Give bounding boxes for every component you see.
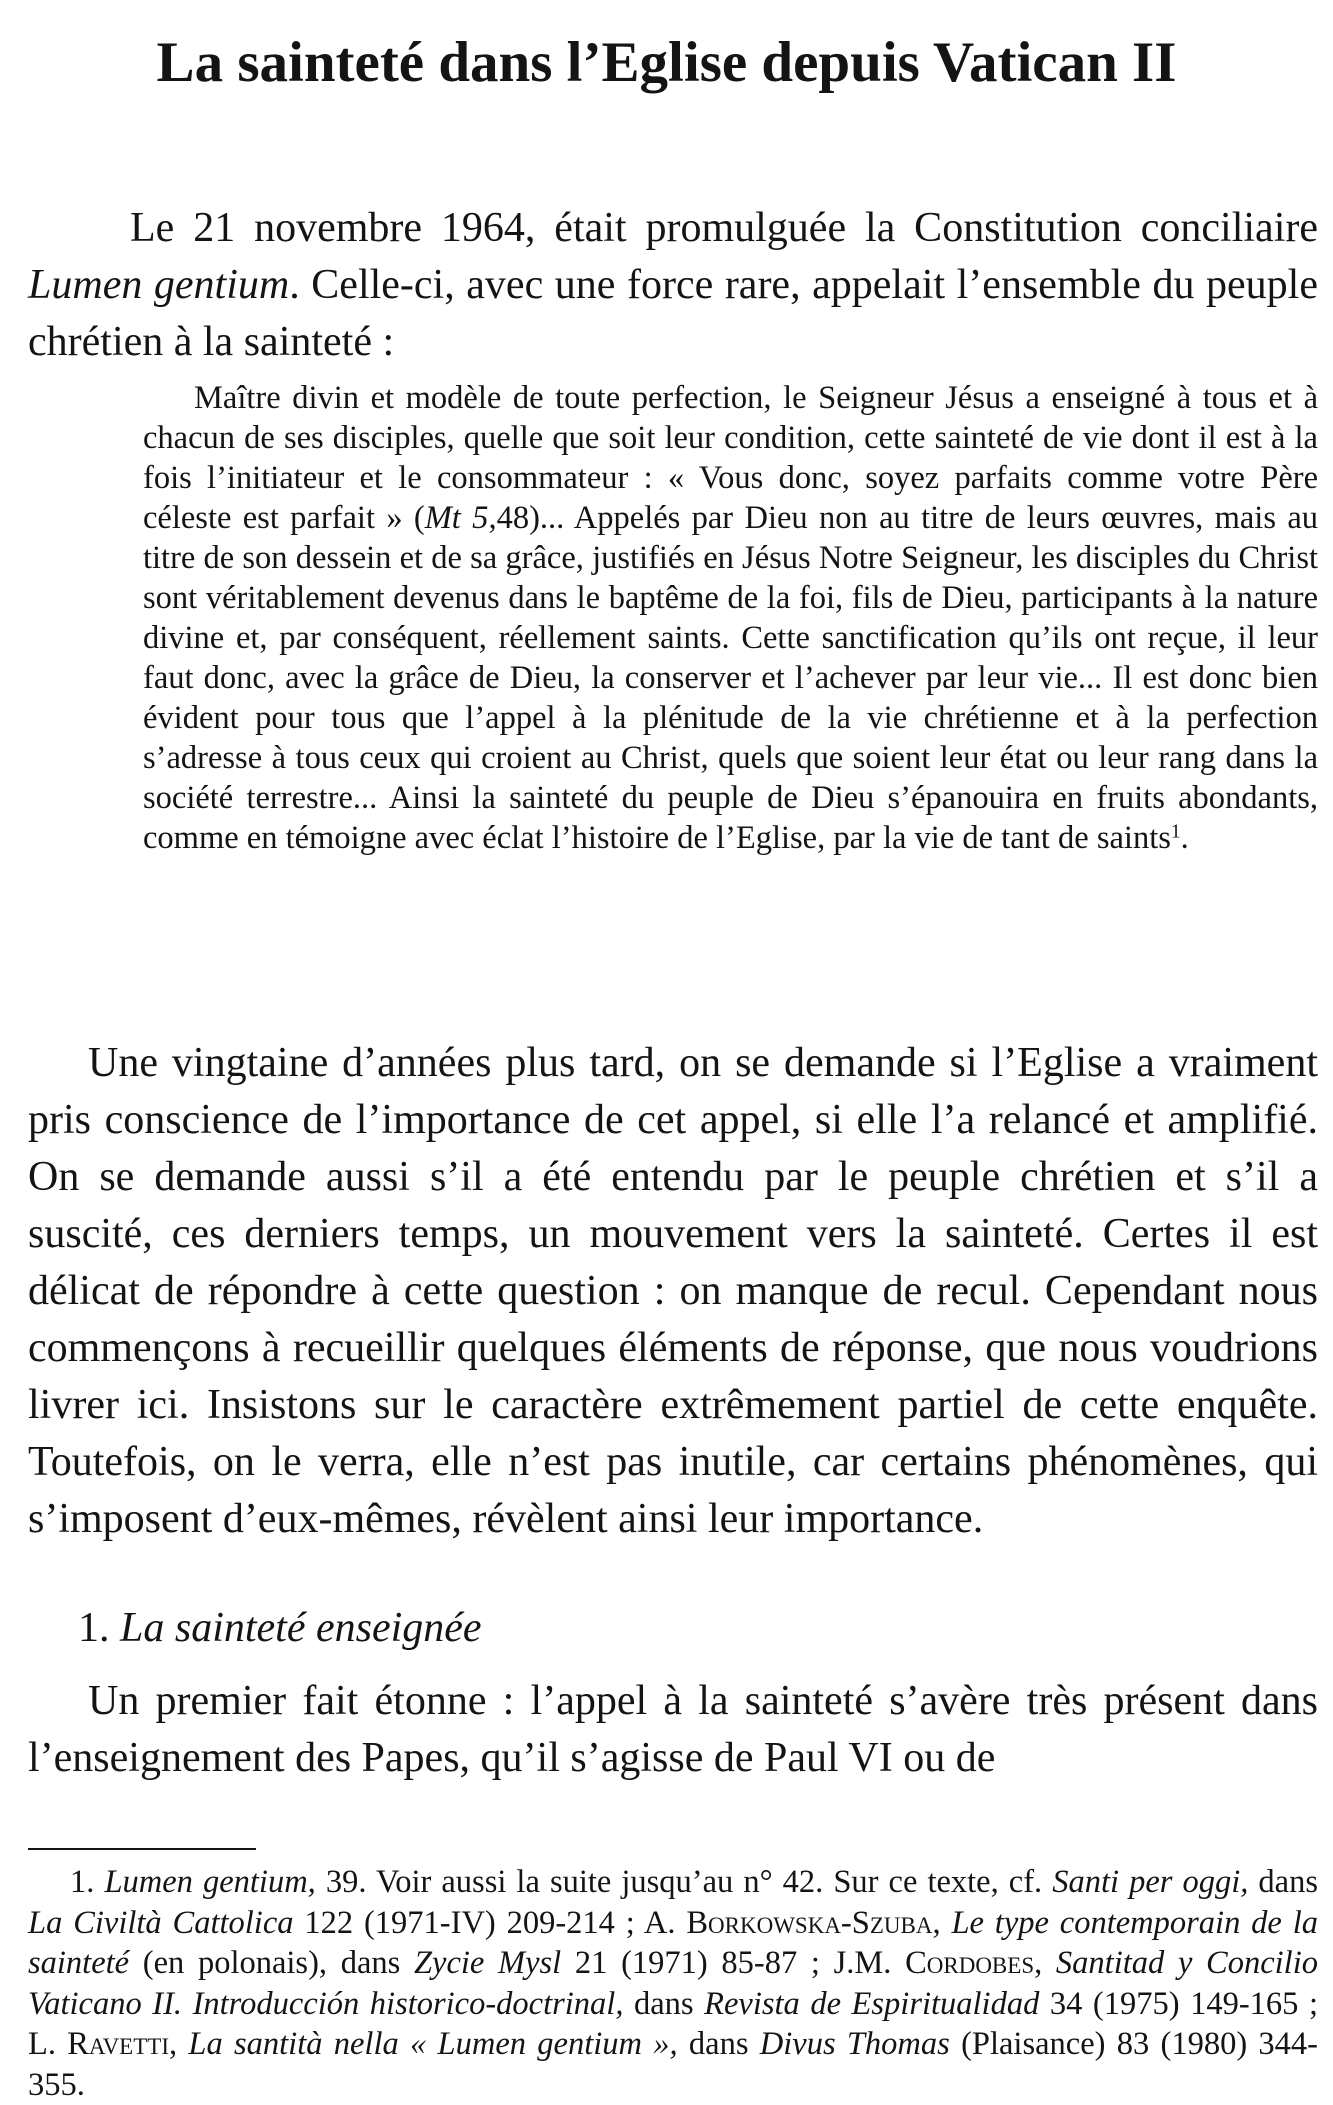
footnote-segment: 21 (1971) 85-87 ; J.M. (561, 1945, 906, 1981)
footnote-author: Cordobes (905, 1945, 1035, 1981)
section-heading (78, 1600, 482, 1657)
footnote-segment: 122 (1971-IV) 209-214 ; A. (293, 1904, 687, 1941)
footnote-segment: Lumen gentium, (104, 1864, 316, 1900)
footnote-divider (28, 1848, 256, 1850)
footnote-segment: dans (623, 1985, 705, 2022)
footnote-segment: La Civiltà Cattolica (28, 1904, 294, 1941)
section-number: 1. (78, 1605, 110, 1651)
footnote-segment: , (1034, 1945, 1056, 1981)
footnote-segment: 34 (1975) 149-165 ; L. (28, 1985, 1318, 2062)
footnote-number: 1. (70, 1864, 95, 1900)
footnote-1 (28, 1862, 1318, 2105)
body-paragraph-3: Un premier fait étonne : l’appel à la sainteté s’avère très présent dans l’enseignement des Papes, qu’il s’agisse de Paul VI ou de (28, 1678, 1318, 1781)
footnote-segment: (en polonais), dans (129, 1945, 414, 1981)
footnote-segment: Santi per oggi, (1052, 1864, 1249, 1900)
work-title-lumen-gentium: Lumen gentium (28, 262, 290, 308)
quote-text-end: . (1180, 820, 1189, 856)
page-title: La sainteté dans l’Eglise depuis Vatican II (156, 31, 1177, 94)
footnote-segment: dans (677, 2026, 760, 2062)
footnote-segment: , (932, 1904, 952, 1941)
intro-text-end: . Celle-ci, avec une force rare, appelait l’ensemble du peuple chrétien à la sainteté : (28, 262, 1318, 365)
footnote-segment: dans (1248, 1864, 1319, 1900)
footnote-author: Borkowska-Szuba (686, 1904, 933, 1941)
footnote-marker[interactable]: 1 (1170, 821, 1181, 843)
block-quote (143, 378, 1318, 858)
footnote-segment: Divus Thomas (759, 2026, 950, 2062)
footnote-segment: Santitad y Concilio Vaticano II. Introducción historico-doctrinal, (28, 1945, 1318, 2022)
intro-paragraph (28, 200, 1318, 371)
quote-text-body: ,48)... Appelés par Dieu non au titre de leurs œuvres, mais au titre de son dessein et de sa grâce, justifiés en Jésus Notre Seigneur, les disciples du Christ sont véritablement devenus dans le baptême de la foi, fils de Dieu, participants à la nature divine et, par conséquent, réellement saints. Cette sanctification qu’ils ont reçue, il leur faut donc, avec la grâce de Dieu, la conserver et l’achever par leur vie... Il est donc bien évident pour tous que l’appel à la plénitude de la vie chrétienne et à la perfection s’adresse à tous ceux qui croient au Christ, quels que soient leur état ou leur rang dans la société terrestre... Ainsi la sainteté du peuple de Dieu s’épanouira en fruits abondants, comme en témoigne avec éclat l’histoire de l’Eglise, par la vie de tant de saints (143, 500, 1318, 856)
footnote-segment: La santità nella « Lumen gentium », (188, 2026, 678, 2062)
section-title: La sainteté enseignée (120, 1605, 482, 1651)
footnote-segment: 39. Voir aussi la suite jusqu’au n° 42. Sur ce texte, cf. (315, 1864, 1053, 1900)
footnote-segment: (Plaisance) 83 (1980) 344-355. (28, 2026, 1318, 2103)
body-paragraph-2: Une vingtaine d’années plus tard, on se demande si l’Eglise a vraiment pris conscience de l’importance de cet appel, si elle l’a relancé et amplifié. On se demande aussi s’il a été entendu par le peuple chrétien et s’il a suscité, ces derniers temps, un mouvement vers la sainteté. Certes il est délicat de répondre à cette question : on manque de recul. Cependant nous commençons à recueillir quelques éléments de réponse, que nous voudrions livrer ici. Insistons sur le caractère extrêmement partiel de cette enquête. Toutefois, on le verra, elle n’est pas inutile, car certains phénomènes, qui s’imposent d’eux-mêmes, révèlent ainsi leur importance. (28, 1040, 1318, 1542)
footnote-segment: , (169, 2026, 189, 2062)
footnote-author: Ravetti (67, 2026, 169, 2062)
footnote-segment: Zycie Mysl (413, 1945, 562, 1981)
intro-text-start: Le 21 novembre 1964, était promulguée la Constitution conciliaire (130, 205, 1318, 251)
footnote-segment: Le type contemporain de la sainteté (28, 1904, 1319, 1981)
quote-scripture-ref: Mt 5 (424, 500, 489, 536)
quote-text-start: Maître divin et modèle de toute perfection, le Seigneur Jésus a enseigné à tous et à chacun de ses disciples, quelle que soit leur condition, cette sainteté de vie dont il est à la fois l’initiateur et le consommateur : « Vous donc, soyez parfaits comme votre Père céleste est parfait » ( (143, 380, 1318, 536)
footnote-segment: Revista de Espiritualidad (704, 1985, 1040, 2022)
